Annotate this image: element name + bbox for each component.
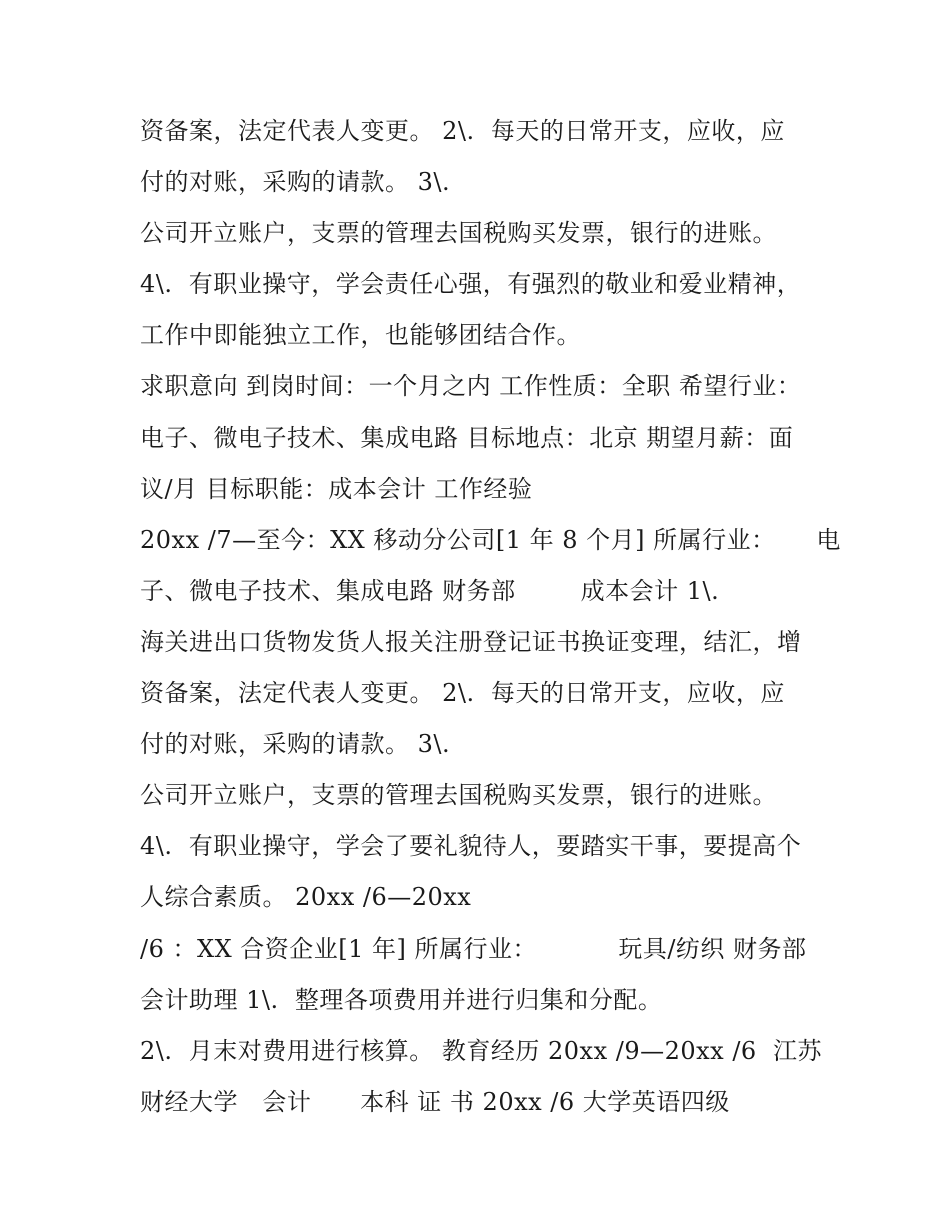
text-line: 资备案，法定代表人变更。 2\. 每天的日常开支，应收，应 [140,117,785,145]
text-line: 求职意向 到岗时间：一个月之内 工作性质：全职 希望行业： [140,372,802,401]
text-line: 工作中即能独立工作，也能够团结合作。 [140,321,581,350]
text-line: 公司开立账户，支票的管理去国税购买发票，银行的进账。 [140,219,777,248]
text-line: 议/月 目标职能：成本会计 工作经验 [140,474,533,503]
text-line: 会计助理 1\. 整理各项费用并进行归集和分配。 [140,985,663,1014]
document-body [140,106,840,1128]
text-line: 公司开立账户，支票的管理去国税购买发票，银行的进账。 [140,781,777,810]
text-line: 20xx /7—至今：XX 移动分公司[1 年 8 个月] 所属行业： 电 [140,525,841,554]
text-line: 财经大学 会计 本科 证 书 20xx /6 大学英语四级 [140,1087,730,1116]
text-line: 海关进出口货物发货人报关注册登记证书换证变理，结汇，增 [140,627,802,656]
text-line: 付的对账，采购的请款。 3\. [140,730,451,759]
text-line: 付的对账，采购的请款。 3\. [140,168,451,197]
text-line: 4\. 有职业操守，学会责任心强，有强烈的敬业和爱业精神， [140,270,802,299]
text-line: 4\. 有职业操守，学会了要礼貌待人，要踏实干事，要提高个 [140,832,802,861]
text-line: 人综合素质。 20xx /6—20xx [140,883,472,912]
text-line: 子、微电子技术、集成电路 财务部 成本会计 1\. [140,576,720,605]
text-line: 电子、微电子技术、集成电路 目标地点：北京 期望月薪：面 [140,423,794,452]
text-line: /6 ：XX 合资企业[1 年] 所属行业： 玩具/纺织 财务部 [140,934,807,963]
text-line: 2\. 月末对费用进行核算。 教育经历 20xx /9—20xx /6 江苏 [140,1036,822,1065]
text-line: 资备案，法定代表人变更。 2\. 每天的日常开支，应收，应 [140,679,785,708]
